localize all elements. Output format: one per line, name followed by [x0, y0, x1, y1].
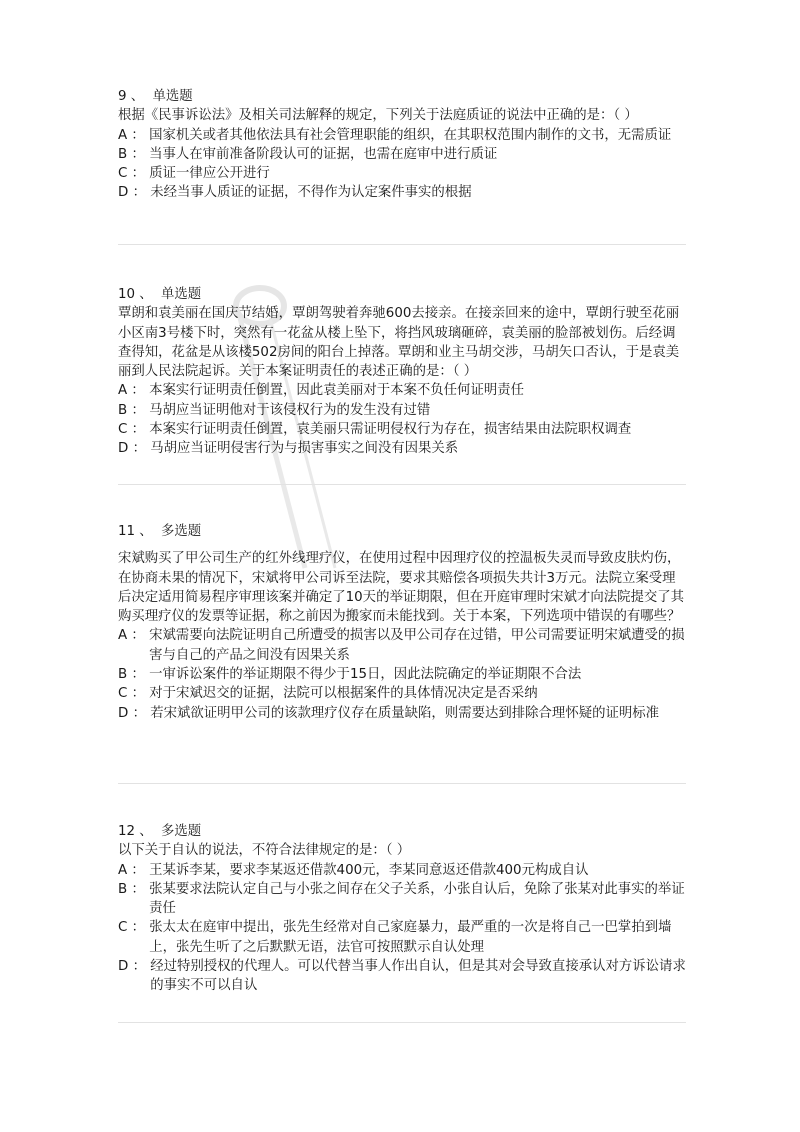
option-text: 本案实行证明责任倒置，袁美丽只需证明侵权行为存在，损害结果由法院职权调查 [149, 422, 632, 438]
question-number: 12 、 [118, 824, 153, 839]
option-text: 宋斌需要向法院证明自己所遭受的损害以及甲公司存在过错，甲公司需要证明宋斌遭受的损害与自己的产品之间没有因果关系 [149, 628, 685, 663]
option-c[interactable] [118, 684, 686, 703]
question-10 [118, 285, 686, 459]
option-text: 张某要求法院认定自己与小张之间存在父子关系，小张自认后，免除了张某对此事实的举证责任 [149, 881, 685, 917]
option-c[interactable] [118, 918, 686, 957]
question-11 [118, 522, 686, 723]
option-label: A ： [118, 383, 150, 399]
question-stem: 根据《民事诉讼法》及相关司法解释的规定，下列关于法庭质证的说法中正确的是：（ ） [118, 108, 638, 124]
option-text: 马胡应当证明侵害行为与损害事实之间没有因果关系 [150, 441, 459, 457]
option-label: A ： [118, 862, 150, 878]
option-b[interactable] [118, 401, 686, 420]
divider [118, 1022, 686, 1023]
question-number: 9 、 [118, 89, 145, 104]
option-text: 国家机关或者其他依法具有社会管理职能的组织，在其职权范围内制作的文书，无需质证 [149, 127, 672, 143]
question-type: 多选题 [160, 824, 202, 839]
option-text: 当事人在审前准备阶段认可的证据，也需在庭审中进行质证 [149, 146, 498, 162]
option-text: 未经当事人质证的证据，不得作为认定案件事实的根据 [150, 185, 472, 201]
option-a[interactable] [118, 126, 686, 145]
question-header [118, 285, 686, 304]
divider [118, 783, 686, 784]
option-label: C ： [118, 920, 150, 936]
question-type: 多选题 [160, 524, 202, 539]
question-type: 单选题 [152, 89, 193, 104]
option-d[interactable] [118, 439, 686, 458]
option-d[interactable] [118, 704, 686, 723]
option-a[interactable] [118, 861, 686, 880]
option-a[interactable] [118, 626, 686, 665]
question-header [118, 87, 686, 106]
question-12 [118, 822, 686, 996]
option-a[interactable] [118, 381, 686, 400]
option-label: D ： [118, 705, 151, 721]
divider [118, 244, 686, 245]
question-stem: 宋斌购买了甲公司生产的红外线理疗仪，在使用过程中因理疗仪的控温板失灵而导致皮肤灼伤，在协商未果的情况下，宋斌将甲公司诉至法院，要求其赔偿各项损失共计3万元。法院立案受理后决定适用简易程序审理该案并确定了10天的举证期限，但在开庭审理时宋斌才向法院提交了其购买理疗仪的发票等证据，称之前因为搬家而未能找到。关于本案，下列选项中错误的有哪些？ [118, 551, 685, 625]
question-header [118, 822, 686, 841]
question-9 [118, 87, 686, 203]
option-label: C ： [118, 166, 150, 182]
question-type: 单选题 [160, 287, 202, 302]
option-d[interactable] [118, 957, 686, 996]
option-label: B ： [118, 667, 150, 683]
option-text: 对于宋斌迟交的证据，法院可以根据案件的具体情况决定是否采纳 [149, 686, 538, 702]
option-label: D ： [118, 185, 151, 201]
option-text: 经过特别授权的代理人。可以代替当事人作出自认，但是其对会导致直接承认对方诉讼请求的事实不可以自认 [150, 959, 686, 994]
question-stem: 以下关于自认的说法，不符合法律规定的是：（ ） [118, 843, 411, 859]
option-label: A ： [118, 127, 150, 143]
option-text: 一审诉讼案件的举证期限不得少于15日，因此法院确定的举证期限不合法 [149, 667, 582, 683]
option-text: 若宋斌欲证明甲公司的该款理疗仪存在质量缺陷，则需要达到排除合理怀疑的证明标准 [150, 705, 660, 721]
option-label: B ： [118, 402, 150, 418]
option-text: 本案实行证明责任倒置，因此袁美丽对于本案不负任何证明责任 [149, 383, 525, 399]
option-text: 张太太在庭审中提出，张先生经常对自己家庭暴力，最严重的一次是将自己一巴掌拍到墙上，张先生听了之后默默无语，法官可按照默示自认处理 [149, 920, 672, 955]
option-label: D ： [118, 959, 151, 975]
option-label: D ： [118, 441, 151, 457]
option-label: B ： [118, 881, 150, 897]
option-c[interactable] [118, 420, 686, 439]
option-text: 质证一律应公开进行 [149, 166, 270, 182]
option-b[interactable] [118, 880, 686, 919]
option-d[interactable] [118, 183, 686, 202]
option-label: A ： [118, 628, 150, 644]
option-label: B ： [118, 146, 150, 162]
option-text: 马胡应当证明他对于该侵权行为的发生没有过错 [149, 402, 431, 418]
option-label: C ： [118, 422, 150, 438]
option-b[interactable] [118, 665, 686, 684]
question-number: 11 、 [118, 524, 153, 539]
question-header [118, 522, 686, 541]
question-stem: 覃朗和袁美丽在国庆节结婚，覃朗驾驶着奔驰600去接亲。在接亲回来的途中，覃朗行驶至花丽小区南3号楼下时，突然有一花盆从楼上坠下，将挡风玻璃砸碎，袁美丽的脸部被划伤。后经调查得知，花盆是从该楼502房间的阳台上掉落。覃朗和业主马胡交涉，马胡矢口否认，于是袁美丽到人民法院起诉。关于本案证明责任的表述正确的是：（ ） [118, 306, 680, 380]
divider [118, 484, 686, 485]
question-number: 10 、 [118, 287, 153, 302]
option-text: 王某诉李某，要求李某返还借款400元，李某同意返还借款400元构成自认 [149, 862, 589, 878]
option-c[interactable] [118, 164, 686, 183]
option-b[interactable] [118, 145, 686, 164]
option-label: C ： [118, 686, 150, 702]
